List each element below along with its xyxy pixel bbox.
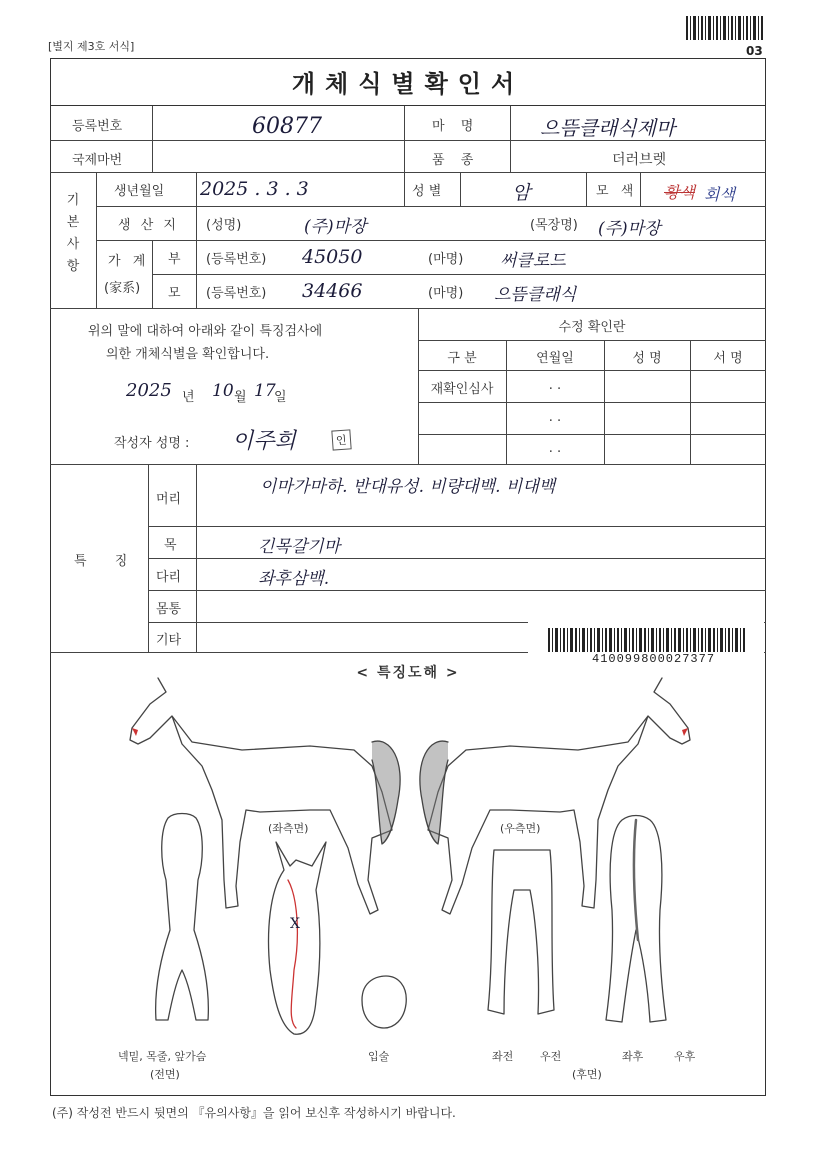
- body-label: 몸통: [156, 602, 182, 617]
- color-label: 모 색: [596, 184, 638, 199]
- corrections-row-date: . .: [548, 410, 562, 425]
- divider: [148, 526, 766, 527]
- divider: [152, 106, 153, 172]
- features-section-label: 특 징: [74, 554, 140, 569]
- farm-label: (목장명): [530, 218, 578, 233]
- right-head-mark: [682, 728, 688, 736]
- day-value: 17: [254, 381, 276, 401]
- horse-name-value: 으뜸클래식제마: [540, 116, 676, 140]
- divider: [510, 106, 511, 172]
- face-mark: X: [290, 916, 300, 932]
- lineage-label: 가 계: [108, 254, 150, 269]
- front-view-outline: [156, 814, 209, 1021]
- front-legs-outline: [488, 850, 554, 1014]
- divider: [50, 308, 766, 309]
- farm-value: (주)마장: [598, 219, 661, 239]
- divider: [50, 140, 104, 141]
- divider: [50, 464, 766, 465]
- breed-label: 품 종: [432, 153, 480, 168]
- face-marking: [288, 880, 297, 1028]
- neck-value: 긴목갈기마: [258, 537, 341, 557]
- corrections-row-date: . .: [548, 378, 562, 393]
- front-sub-caption: (전면): [150, 1068, 180, 1081]
- top-barcode-icon: [686, 16, 764, 40]
- divider: [418, 434, 766, 435]
- divider: [640, 172, 641, 206]
- sex-label: 성 별: [412, 184, 442, 199]
- right-side-caption: (우측면): [500, 822, 541, 835]
- producer-label: 생 산 지: [118, 218, 179, 233]
- muzzle-caption: 입술: [368, 1050, 390, 1063]
- corrections-row-type: 재확인심사: [430, 382, 494, 397]
- dam-name-value: 으뜸클래식: [494, 285, 577, 305]
- left-head-mark: [132, 728, 138, 736]
- rear-tail: [634, 820, 638, 940]
- divider: [418, 340, 766, 341]
- divider: [148, 558, 766, 559]
- birth-label: 생년월일: [114, 184, 165, 199]
- color-struck-value: 황색: [664, 183, 695, 202]
- divider: [460, 172, 461, 206]
- front-right-caption: 우전: [540, 1050, 562, 1063]
- divider: [148, 590, 766, 591]
- barcode-icon: [548, 628, 748, 652]
- page-number: 03: [746, 44, 763, 58]
- birth-value: 2025 . 3 . 3: [200, 178, 309, 200]
- front-caption: 넥밑, 목줄, 앞가슴: [118, 1050, 207, 1063]
- left-side-tail: [372, 741, 400, 844]
- head-value: 이마가마하. 반대유성. 비량대백. 비대백: [260, 477, 556, 497]
- dam-reg-value: 34466: [302, 280, 363, 302]
- divider: [404, 106, 405, 172]
- corrections-header-date: 연월일: [536, 351, 574, 366]
- divider: [152, 240, 153, 308]
- sire-name-label: (마명): [428, 252, 464, 267]
- corrections-title: 수정 확인란: [558, 320, 626, 335]
- head-label: 머리: [156, 492, 182, 507]
- right-side-tail: [420, 741, 448, 844]
- month-label: 월: [234, 390, 247, 405]
- neck-label: 목: [164, 538, 177, 553]
- year-label: 년: [182, 390, 195, 405]
- legs-value: 좌후삼백.: [258, 569, 330, 589]
- muzzle-outline: [362, 976, 406, 1028]
- left-side-caption: (좌측면): [268, 822, 309, 835]
- divider: [586, 172, 587, 206]
- writer-value: 이주희: [232, 429, 296, 454]
- basic-section-label: 기본사항: [66, 193, 80, 274]
- writer-stamp: 인: [331, 429, 351, 450]
- corrections-header-sign: 서 명: [713, 351, 743, 366]
- dam-reg-label: (등록번호): [206, 286, 267, 301]
- corrections-row-date: . .: [548, 441, 562, 456]
- left-side-horse-outline: [130, 678, 392, 914]
- dam-name-label: (마명): [428, 286, 464, 301]
- day-label: 일: [274, 390, 287, 405]
- horse-name-label: 마 명: [432, 119, 480, 134]
- year-value: 2025: [126, 380, 172, 401]
- form-tag: [별지 제3호 서식]: [48, 40, 135, 53]
- front-left-caption: 좌전: [492, 1050, 514, 1063]
- sire-reg-label: (등록번호): [206, 252, 267, 267]
- diagram-title: < 특징도해 >: [356, 665, 460, 681]
- hind-left-caption: 좌후: [622, 1050, 644, 1063]
- color-value: 회색: [704, 185, 735, 204]
- lineage-hanja: (家系): [104, 281, 141, 296]
- sire-name-value: 써클로드: [500, 251, 566, 271]
- right-side-horse-outline: [428, 678, 690, 914]
- sire-reg-value: 45050: [302, 246, 363, 268]
- reg-no-label: 등록번호: [72, 119, 123, 134]
- divider: [152, 274, 766, 275]
- legs-label: 다리: [156, 570, 182, 585]
- document-title: 개체식별확인서: [50, 58, 766, 106]
- hind-right-caption: 우후: [674, 1050, 696, 1063]
- other-label: 기타: [156, 633, 182, 648]
- statement-line-1: 위의 말에 대하여 아래와 같이 특징검사에: [88, 324, 323, 339]
- month-value: 10: [212, 381, 234, 401]
- corrections-header-name: 성 명: [632, 351, 662, 366]
- barcode-number: 410099800027377: [592, 652, 716, 666]
- hind-sub-caption: (후면): [572, 1068, 602, 1081]
- sire-label: 부: [168, 252, 181, 267]
- divider: [196, 172, 197, 240]
- dam-label: 모: [168, 286, 181, 301]
- producer-name-value: (주)마장: [304, 217, 367, 237]
- statement-line-2: 의한 개체식별을 확인합니다.: [106, 347, 270, 362]
- divider: [50, 172, 766, 173]
- writer-label: 작성자 성명 :: [114, 436, 190, 451]
- sex-value: 암: [512, 182, 531, 204]
- producer-name-label: (성명): [206, 218, 242, 233]
- footer-note: (주) 작성전 반드시 뒷면의 『유의사항』을 읽어 보신후 작성하시기 바랍니다.: [52, 1106, 456, 1120]
- corrections-header-type: 구 분: [447, 351, 477, 366]
- reg-no-value: 60877: [252, 114, 322, 139]
- divider: [418, 402, 766, 403]
- divider: [196, 240, 197, 308]
- divider: [418, 370, 766, 371]
- horse-diagram-icon: [110, 670, 710, 1050]
- divider: [404, 172, 405, 206]
- breed-value: 더러브렛: [612, 152, 667, 168]
- intl-no-label: 국제마번: [72, 153, 123, 168]
